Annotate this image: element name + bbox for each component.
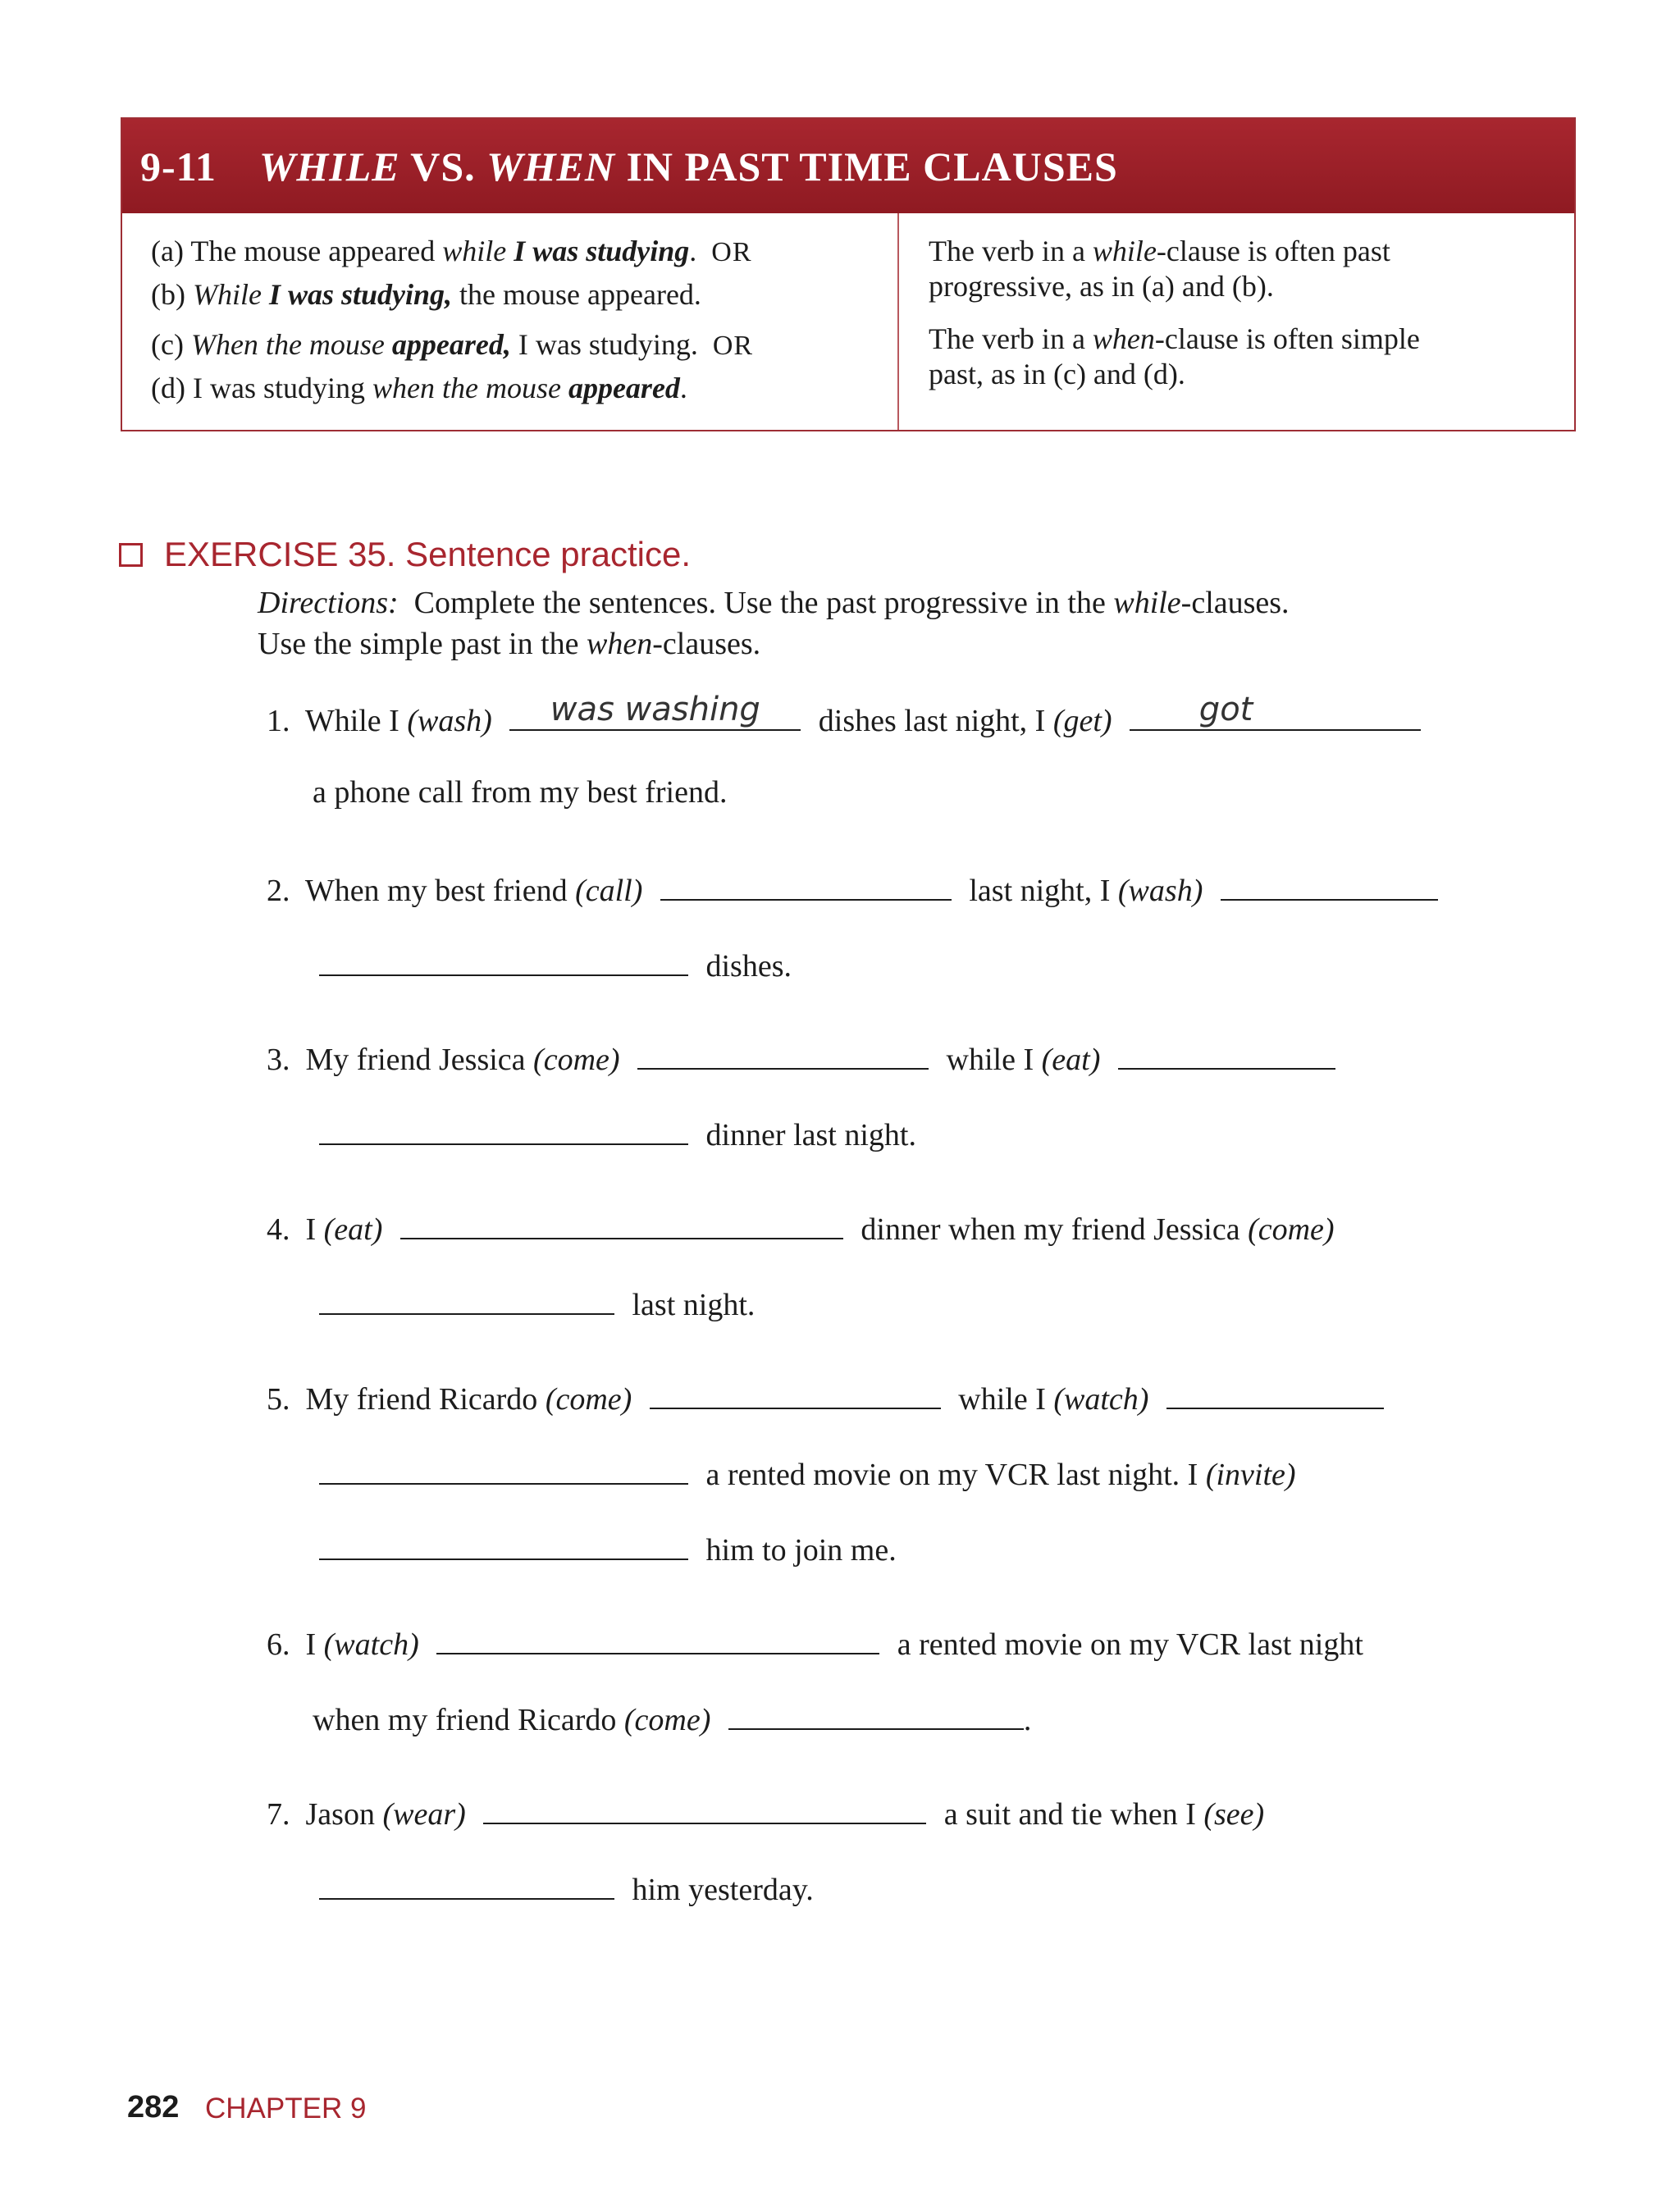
directions-text: when [587,627,653,661]
answer-blank[interactable] [660,871,952,901]
example-label: (a) [151,235,184,267]
verb-hint: (come) [545,1382,632,1417]
answer-blank[interactable] [319,1870,614,1900]
handwritten-answer: was washing [550,691,760,728]
example-text: I was studying. [518,328,698,361]
item-number: 1. [267,704,290,738]
answer-blank[interactable] [400,1210,843,1239]
item-7-line-2 [313,1870,814,1905]
example-label: (b) [151,278,185,311]
example-text: I was studying [192,372,365,404]
chart-header [122,119,1574,213]
example-label: (c) [151,328,184,361]
item-2-line-1 [267,871,1448,906]
verb-hint: (watch) [1053,1382,1149,1417]
verb-hint: (invite) [1205,1458,1296,1492]
directions-text: Complete the sentences. Use the past progressive in the [413,586,1106,620]
answer-blank[interactable] [483,1795,926,1824]
item-text: While I [304,704,399,738]
directions-text: -clauses. [652,627,761,661]
verb-hint: (wash) [1117,874,1203,908]
example-a [151,234,752,270]
handwritten-answer: got [1198,691,1253,728]
chart-title-vs: VS. [410,143,476,189]
example-text: I was studying [514,235,690,267]
item-text: him to join me. [705,1533,897,1568]
item-number: 7. [267,1797,290,1832]
answer-blank[interactable] [319,1531,688,1560]
verb-hint: (see) [1203,1797,1265,1832]
answer-blank[interactable] [1130,691,1421,731]
item-4-line-1 [267,1210,1335,1245]
note-text: -clause is often simple [1154,322,1420,355]
example-text: I was studying, [268,278,453,311]
item-text: last night, I [969,874,1111,908]
item-text: I [305,1627,317,1662]
answer-blank[interactable] [1221,871,1438,901]
answer-blank[interactable] [509,691,801,731]
or-label: OR [712,331,754,361]
item-1-line-2 [313,777,727,808]
item-text: dishes. [705,949,792,983]
directions-text: -clauses. [1180,586,1290,620]
note-text: -clause is often past [1156,235,1390,267]
item-text: him yesterday. [632,1873,814,1907]
item-text: My friend Ricardo [305,1382,538,1417]
chart-title-when: WHEN [486,143,615,189]
item-number: 5. [267,1382,290,1417]
item-3-line-1 [267,1040,1345,1075]
example-text: appeared [568,372,680,404]
item-text: a rented movie on my VCR last night. I [705,1458,1198,1492]
item-7-line-1 [267,1795,1264,1830]
item-text: last night. [632,1288,756,1322]
chart-title [259,143,1118,190]
note-text: The verb in a [929,322,1085,355]
answer-blank[interactable] [319,1455,688,1485]
item-6-line-1 [267,1625,1363,1660]
chart-divider [897,213,899,430]
item-6-line-2 [313,1700,1031,1736]
item-5-line-3 [313,1531,897,1566]
verb-hint: (come) [533,1043,620,1077]
directions [258,582,1570,664]
example-text: appeared, [391,328,511,361]
item-number: 4. [267,1212,290,1247]
note-text: when [1092,322,1155,355]
example-label: (d) [151,372,185,404]
or-label: OR [711,237,752,267]
chart-number: 9-11 [140,143,217,189]
exercise-checkbox[interactable] [119,543,143,567]
item-text: dinner when my friend Jessica [861,1212,1240,1247]
verb-hint: (wash) [407,704,492,738]
verb-hint: (come) [1248,1212,1335,1247]
example-text: while [442,235,507,267]
example-b [151,277,701,313]
answer-blank[interactable] [319,947,688,976]
item-5-line-2 [313,1455,1296,1490]
note-text: progressive, as in (a) and (b). [929,270,1274,303]
verb-hint: (eat) [323,1212,383,1247]
example-text: While [192,278,262,311]
item-number: 2. [267,874,290,908]
verb-hint: (wear) [382,1797,466,1832]
answer-blank[interactable] [319,1116,688,1145]
item-1-line-1 [267,691,1431,738]
chapter-label: CHAPTER 9 [205,2092,367,2124]
chart-title-rest: IN PAST TIME CLAUSES [626,143,1118,189]
item-text: dishes last night, I [818,704,1046,738]
item-text: a rented movie on my VCR last night [897,1627,1363,1662]
answer-blank[interactable] [319,1285,614,1315]
directions-label: Directions: [258,586,399,620]
verb-hint: (get) [1052,704,1112,738]
item-text: a suit and tie when I [943,1797,1196,1832]
item-4-line-2 [313,1285,755,1321]
verb-hint: (watch) [323,1627,419,1662]
answer-blank[interactable] [1166,1380,1384,1409]
note-when [929,322,1560,392]
item-text: while I [946,1043,1034,1077]
item-text: a phone call from my best friend. [313,775,728,810]
example-text: when the mouse [372,372,561,404]
verb-hint: (come) [623,1703,711,1737]
item-number: 3. [267,1043,290,1077]
directions-text: while [1113,586,1181,620]
item-text: When my best friend [304,874,568,908]
example-text: The mouse appeared [190,235,436,267]
item-text: when my friend Ricardo [313,1703,617,1737]
item-text: My friend Jessica [305,1043,526,1077]
directions-text: Use the simple past in the [258,627,579,661]
example-text: . [689,235,697,267]
page-number: 282 [127,2090,180,2124]
item-number: 6. [267,1627,290,1662]
answer-blank[interactable] [1118,1040,1335,1070]
note-text: past, as in (c) and (d). [929,358,1185,391]
item-text: Jason [305,1797,375,1832]
answer-blank[interactable] [728,1700,1024,1730]
note-text: while [1092,235,1157,267]
item-2-line-2 [313,947,792,982]
grammar-chart [121,117,1576,431]
chart-title-while: WHILE [258,143,400,189]
exercise-title: EXERCISE 35. Sentence practice. [164,535,691,573]
item-3-line-2 [313,1116,916,1151]
example-c [151,327,753,363]
note-while [929,234,1560,304]
item-text: while I [958,1382,1046,1417]
example-text: When the mouse [190,328,385,361]
example-d [151,371,687,406]
answer-blank[interactable] [436,1625,879,1654]
verb-hint: (eat) [1041,1043,1101,1077]
example-text: the mouse appeared. [459,278,701,311]
answer-blank[interactable] [650,1380,941,1409]
example-text: . [679,372,687,404]
note-text: The verb in a [929,235,1085,267]
verb-hint: (call) [575,874,643,908]
item-text: I [305,1212,317,1247]
item-text: . [1023,1703,1032,1737]
item-5-line-1 [267,1380,1394,1415]
answer-blank[interactable] [637,1040,929,1070]
item-text: dinner last night. [705,1118,916,1152]
